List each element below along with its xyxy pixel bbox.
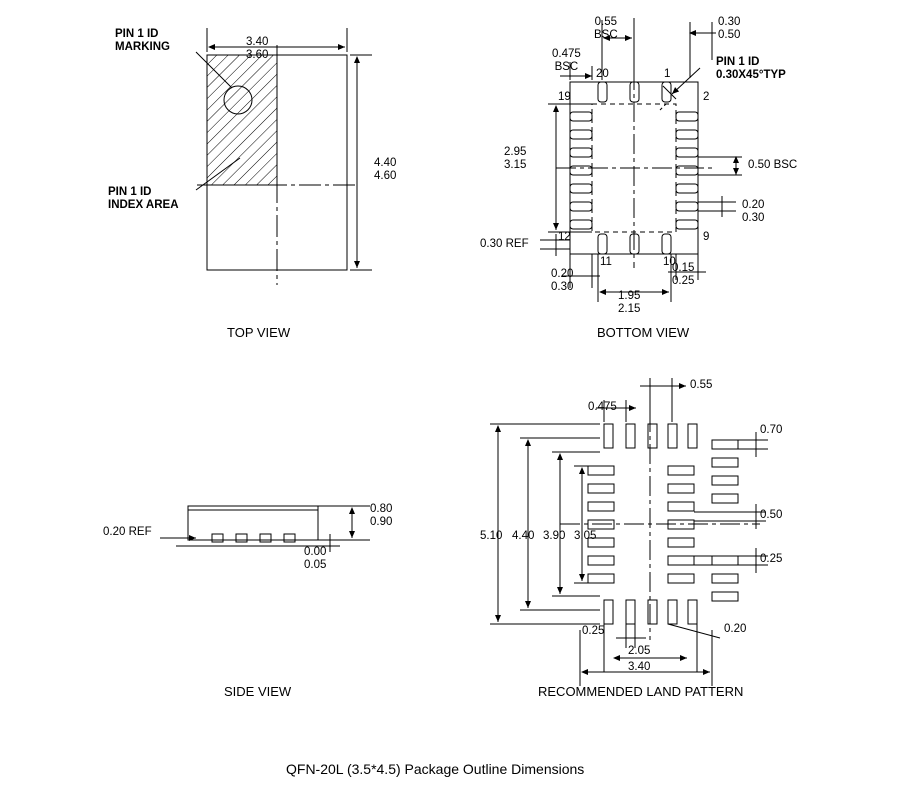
top-view-height-max: 4.40	[374, 157, 397, 169]
pin1-chamfer-line2: 0.30X45°TYP	[716, 69, 786, 81]
bottom-view-dim-030-050	[718, 16, 740, 42]
pad-length-min: 2.15	[618, 303, 641, 315]
pin-number-9: 9	[703, 231, 710, 243]
land-dim-070: 0.70	[760, 424, 783, 436]
bottom-view-dim-055	[594, 16, 618, 42]
pin1-id-index-line2: INDEX AREA	[108, 199, 179, 211]
pitch-value: 0.50	[748, 159, 771, 171]
side-standoff-max: 0.00	[304, 546, 327, 558]
bottom-view-dim-0475	[552, 48, 581, 74]
pin1-id-marking-line2: MARKING	[115, 41, 170, 53]
bottom-view-bl-dim	[551, 268, 573, 294]
pin1-id-marking-label	[115, 28, 170, 54]
land-dim-340: 3.40	[628, 661, 651, 673]
land-dim-205: 2.05	[628, 645, 651, 657]
side-ref-word: REF	[128, 526, 152, 538]
side-view-standoff-dim	[304, 546, 326, 572]
land-dim-305: 3.05	[574, 530, 597, 542]
br-min: 0.25	[672, 275, 695, 287]
bottom-ref-value: 0.30	[480, 238, 503, 250]
bottom-view-ref-dim	[480, 238, 529, 251]
land-dim-025-right: 0.25	[760, 553, 783, 565]
bottom-view-pad-width-dim	[504, 146, 526, 172]
side-view-ref-dim	[103, 526, 152, 539]
lead-width-min: 0.30	[742, 212, 765, 224]
top-view-width-dim	[246, 36, 268, 62]
top-view-height-min: 4.60	[374, 170, 397, 182]
top-view-height-dim	[374, 157, 396, 183]
bottom-ref-word: REF	[505, 238, 529, 250]
land-dim-055: 0.55	[690, 379, 713, 391]
bl-min: 0.30	[551, 281, 574, 293]
side-height-max: 0.80	[370, 503, 393, 515]
land-dim-020-bottom: 0.20	[724, 623, 747, 635]
land-pattern-title: RECOMMENDED LAND PATTERN	[538, 684, 744, 699]
side-view-height-dim	[370, 503, 392, 529]
bottom-view-title: BOTTOM VIEW	[597, 325, 690, 340]
bottom-dim-030-top: 0.30	[718, 16, 741, 28]
land-dim-510: 5.10	[480, 530, 503, 542]
side-standoff-min: 0.05	[304, 559, 327, 571]
bottom-dim-050-top: 0.50	[718, 29, 741, 41]
bottom-dim-055-value: 0.55	[594, 16, 618, 28]
pin1-id-index-area-label	[108, 186, 179, 212]
top-view-width-max: 3.40	[246, 36, 269, 48]
figure-caption: QFN-20L (3.5*4.5) Package Outline Dimensions	[286, 761, 585, 777]
pin-number-11: 11	[600, 256, 612, 268]
top-view-width-min: 3.60	[246, 49, 269, 61]
land-dim-440: 4.40	[512, 530, 535, 542]
pad-width-min: 3.15	[504, 159, 527, 171]
pin1-id-chamfer-label	[716, 56, 786, 82]
lead-width-max: 0.20	[742, 199, 765, 211]
bottom-view-pitch-dim	[748, 159, 797, 172]
land-dim-0475: 0.475	[588, 401, 617, 413]
bottom-view-lead-width-dim	[742, 199, 764, 225]
br-max: 0.15	[672, 262, 695, 274]
pin-number-10: 10	[663, 256, 676, 268]
side-height-min: 0.90	[370, 516, 393, 528]
pin1-id-index-line1: PIN 1 ID	[108, 186, 152, 198]
top-view-title: TOP VIEW	[227, 325, 291, 340]
pin1-id-marking-line1: PIN 1 ID	[115, 28, 159, 40]
land-dim-390: 3.90	[543, 530, 566, 542]
pin-number-2: 2	[703, 91, 710, 103]
pin-number-20: 20	[596, 68, 609, 80]
bottom-dim-0475-bsc: BSC	[554, 61, 579, 73]
pin-number-12: 12	[558, 231, 571, 243]
pin-number-1: 1	[664, 68, 671, 80]
bottom-dim-055-bsc: BSC	[594, 29, 618, 41]
land-dim-050: 0.50	[760, 509, 783, 521]
side-view-title: SIDE VIEW	[224, 684, 292, 699]
pad-length-max: 1.95	[618, 290, 641, 302]
side-ref-value: 0.20	[103, 526, 126, 538]
pin1-chamfer-line1: PIN 1 ID	[716, 56, 760, 68]
pin-number-19: 19	[558, 91, 571, 103]
bottom-view-pad-length-dim	[618, 290, 640, 316]
bottom-dim-0475-value: 0.475	[552, 48, 581, 60]
bl-max: 0.20	[551, 268, 574, 280]
land-dim-025-bottom: 0.25	[582, 625, 605, 637]
pitch-bsc: BSC	[773, 159, 798, 171]
pad-width-max: 2.95	[504, 146, 527, 158]
